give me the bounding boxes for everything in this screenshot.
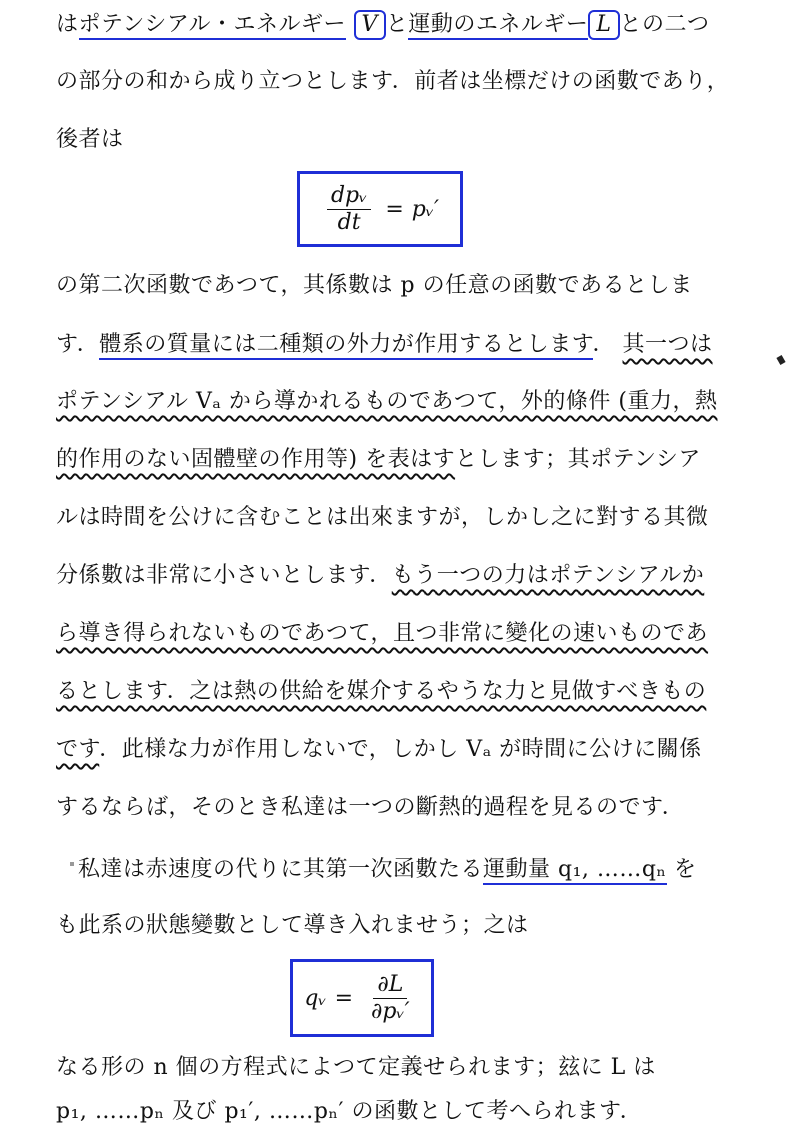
text-segment: ． xyxy=(592,332,616,357)
fraction-numerator: dpᵥ xyxy=(327,183,371,210)
annotation-wavy-underline: 的作用のない固體壁の作用等) を表はす xyxy=(56,447,456,472)
text-line-15: も此系の狀態變數として導き入れませう；之は xyxy=(56,913,529,938)
text-line-12 xyxy=(56,730,736,770)
annotation-wavy-underline: ポテンシアル Vₐ から導かれるものであつて，外的條件 (重力，熱 xyxy=(56,389,718,414)
text-line-2: の部分の和から成り立つとします．前者は坐標だけの函數であり， xyxy=(56,69,730,94)
text-line-17: p₁, ……pₙ 及び p₁′, ……pₙ′ の函數として考へられます． xyxy=(56,1099,643,1124)
formula-lhs: qᵥ xyxy=(304,985,327,1011)
fraction-numerator: ∂L xyxy=(373,972,407,999)
text-segment: ．此様な力が作用しないで，しかし Vₐ が時間に公けに關係 xyxy=(99,737,702,762)
text-segment: す． xyxy=(56,332,100,357)
text-segment: とします；其ポテンシア xyxy=(455,447,701,472)
text-line-6 xyxy=(56,382,736,422)
equals-sign: = xyxy=(334,985,354,1011)
text-line-14 xyxy=(78,850,738,890)
text-line-5 xyxy=(56,325,736,365)
text-line-16: なる形の n 個の方程式によつて定義せられます；玆に L は xyxy=(56,1055,656,1080)
text-line-1 xyxy=(56,5,736,45)
fraction xyxy=(367,972,414,1025)
text-line-9 xyxy=(56,556,736,596)
fraction xyxy=(327,183,371,236)
margin-pen-mark xyxy=(776,355,785,365)
formula-box-momentum xyxy=(290,959,434,1037)
scan-speck xyxy=(70,862,74,866)
text-line-10 xyxy=(56,614,736,654)
annotation-wavy-underline: るとします．之は熱の供給を媒介するやうな力と見做すべきもの xyxy=(56,679,707,704)
boxed-symbol-l: L xyxy=(588,10,619,40)
text-segment: を xyxy=(666,857,697,882)
annotation-wavy-underline: 其一つは xyxy=(622,332,713,357)
text-line-13: するならば，そのとき私達は一つの斷熱的過程を見るのです． xyxy=(56,795,685,820)
text-segment: 私達は赤速度の代りに其第一次函數たる xyxy=(78,857,484,882)
text-segment: 分係數は非常に小さいとします． xyxy=(56,563,392,588)
equals-sign: = xyxy=(385,196,404,222)
annotation-underline-kinetic-energy: 運動のエネルギー xyxy=(408,12,588,40)
text-segment: との二つ xyxy=(619,12,710,37)
annotation-underline-momentum: 運動量 q₁, ……qₙ xyxy=(483,857,666,885)
fraction-denominator: dt xyxy=(337,209,361,235)
formula-box-velocity xyxy=(297,171,463,247)
text-line-3: 後者は xyxy=(56,127,124,152)
fraction-denominator: ∂pᵥ′ xyxy=(371,998,410,1024)
annotation-wavy-underline: もう一つの力はポテンシアルか xyxy=(391,563,705,588)
text-segment: は xyxy=(56,12,79,37)
annotation-underline-external-forces: 體系の質量には二種類の外力が作用するとします xyxy=(99,332,592,360)
text-line-11 xyxy=(56,672,736,712)
text-line-7 xyxy=(56,440,736,480)
text-line-8: ルは時間を公けに含むことは出來ますが，しかし之に對する其微 xyxy=(56,505,709,530)
annotation-wavy-underline: です xyxy=(56,737,100,762)
text-segment: と xyxy=(385,12,409,37)
formula-rhs: pᵥ′ xyxy=(411,196,440,222)
text-line-4: の第二次函數であつて，其係數は p の任意の函數であるとしま xyxy=(56,273,693,298)
annotation-underline-potential-energy: ポテンシアル・エネルギー xyxy=(79,12,346,40)
boxed-symbol-v: V xyxy=(354,10,386,40)
annotation-wavy-underline: ら導き得られないものであつて，且つ非常に變化の速いものであ xyxy=(56,621,709,646)
